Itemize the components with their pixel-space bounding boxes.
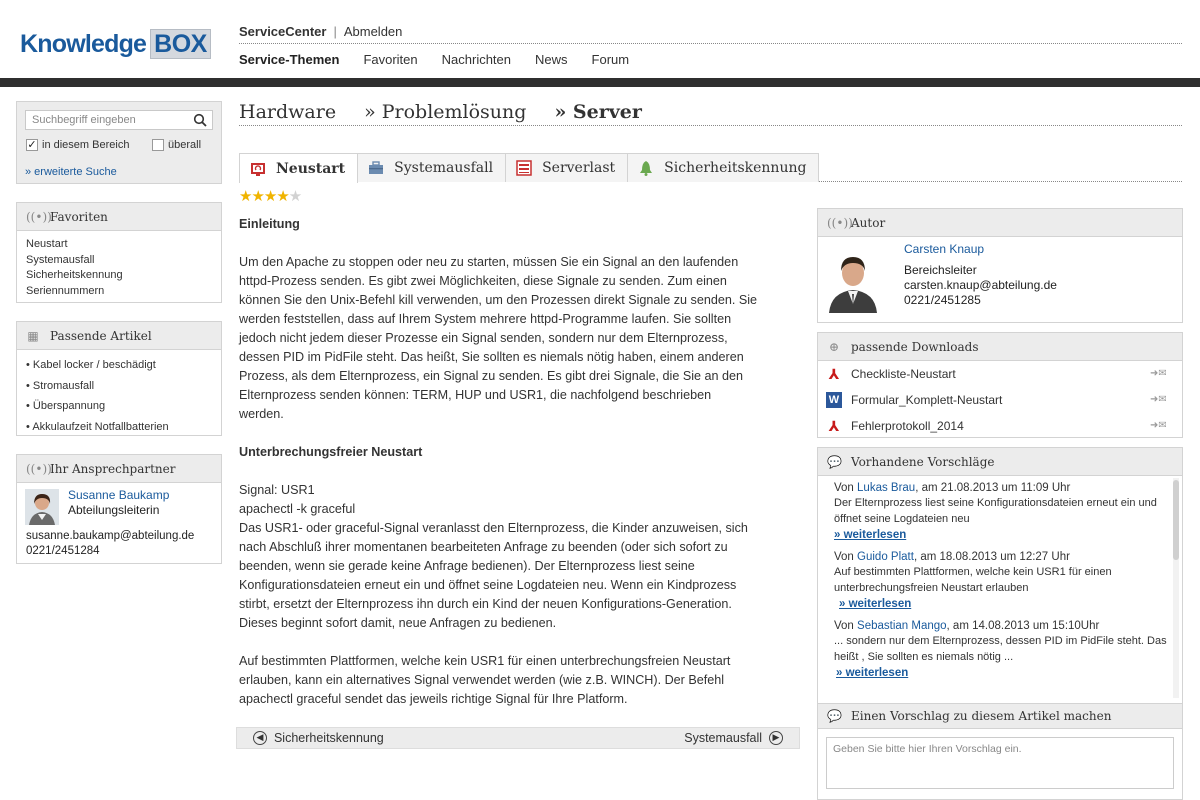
tab-label: Serverlast (542, 160, 616, 176)
scrollbar-thumb[interactable] (1173, 480, 1179, 560)
favorites-header (17, 203, 221, 231)
contact-box (16, 454, 222, 564)
header (0, 0, 1200, 78)
author-header (818, 209, 1182, 237)
downloads-box (817, 332, 1183, 438)
related-articles-header (17, 322, 221, 350)
breadcrumb (239, 98, 1182, 126)
author-email[interactable]: carsten.knaup@abteilung.de (904, 278, 1057, 292)
read-more-link[interactable]: » weiterlesen (834, 529, 907, 541)
related-articles-title: Passende Artikel (50, 328, 152, 343)
nav-favoriten[interactable]: Favoriten (363, 52, 418, 67)
empty-checkbox-icon (152, 139, 164, 151)
new-suggestion-header (818, 703, 1182, 729)
favorites-title: Favoriten (50, 209, 108, 224)
article-item[interactable]: • Überspannung (26, 400, 106, 412)
arrow-left-icon: ◀ (253, 731, 267, 745)
avatar (25, 489, 59, 525)
suggestion-user[interactable]: Lukas Brau (857, 482, 916, 494)
suggestions-box (817, 447, 1183, 800)
contact-title: Ihr Ansprechpartner (50, 461, 176, 476)
contact-name[interactable]: Susanne Baukamp (68, 488, 170, 502)
nav-separator: | (333, 24, 337, 39)
suggestion-textarea[interactable]: Geben Sie bitte hier Ihren Vorschlag ein. (826, 737, 1174, 789)
word-icon: W (826, 392, 842, 408)
speech-bubble-icon: 💬 (827, 709, 842, 723)
broadcast-icon: ((•)) (26, 461, 52, 476)
suggestions-scrollbar[interactable] (1173, 478, 1179, 698)
logo[interactable] (20, 28, 211, 60)
suggestion-item: Von Guido Platt, am 18.08.2013 um 12:27 Uhr Auf bestimmten Plattformen, welche kein USR1 für einen unterbrechungsfreien Neustart erlauben » weiterlesen (818, 545, 1182, 614)
article-line: Signal: USR1 (239, 483, 315, 497)
author-phone: 0221/2451285 (904, 293, 981, 307)
bell-icon (638, 160, 654, 176)
article-item[interactable]: • Stromausfall (26, 379, 95, 392)
star-empty-icon: ★ (288, 188, 302, 205)
breadcrumb-problemloesung[interactable]: » Problemlösung (364, 100, 527, 123)
search-icon[interactable] (193, 113, 207, 127)
broadcast-icon: ((•)) (827, 215, 853, 230)
article-heading: Einleitung (239, 217, 300, 231)
pdf-icon: ⅄ (828, 418, 840, 434)
download-item[interactable]: ⅄ Fehlerprotokoll_2014 ➜✉ (818, 413, 1182, 439)
logout-link[interactable]: Abmelden (343, 24, 403, 39)
server-icon (516, 160, 532, 176)
author-name[interactable]: Carsten Knaup (904, 242, 985, 256)
checkbox-everywhere-label: überall (168, 139, 202, 151)
nav-nachrichten[interactable]: Nachrichten (441, 52, 512, 67)
related-articles-box (16, 321, 222, 436)
article-paragraph: Auf bestimmten Plattformen, welche kein USR1 für einen unterbrechungsfreien Neustart erlauben, kann ein alternatives Signal verwendet werden (wie z.B. WINCH). Der Befehl apachectl graceful sendet das jeweils richtige Signal für Ihre Platform. (239, 654, 731, 706)
send-icon[interactable]: ➜✉ (1150, 420, 1167, 431)
logo-text: Knowledge (20, 29, 147, 58)
breadcrumb-server: » Server (554, 100, 642, 123)
search-box (16, 101, 222, 184)
suggestion-item: Von Sebastian Mango, am 14.08.2013 um 15:10Uhr ... sondern nur dem Elternprozess, dessen PID im PidFile steht. Das heißt , Sie sollten es niemals nötig ... » weiterlesen (818, 614, 1182, 683)
article-paragraph: Um den Apache zu stoppen oder neu zu starten, müssen Sie ein Signal an den laufenden httpd-Prozess senden. Es gibt zwei Möglichkeiten, diese Signale zu senden. Zum einen können Sie den Unix-Befehl kill verwenden, um den Prozessen direkt Signale zu senden. Sie werden feststellen, dass auf Ihrem System mehrere httpd-Programme laufen. Sie sollten jedoch nicht jedem dieser Prozesse ein Signal senden, sondern nur dem Elternprozess, dessen PID im PidFile steht. Das heißt, Sie sollten es niemals nötig haben, einem anderen Prozess, als dem Elternprozess, ein Signal zu senden. Es gibt drei Signale, die Sie an den Elternprozess senden können: TERM, HUP und USR1, die nachfolgend beschrieben werden. (239, 255, 758, 421)
download-item[interactable]: ⅄ Checkliste-Neustart ➜✉ (818, 361, 1182, 387)
author-box (817, 208, 1183, 323)
suggestions-title: Vorhandene Vorschläge (851, 454, 995, 469)
tab-serverlast[interactable] (505, 153, 628, 182)
broadcast-icon: ((•)) (26, 209, 52, 224)
read-more-link[interactable]: » weiterlesen (836, 667, 909, 679)
suggestion-text: Auf bestimmten Plattformen, welche kein USR1 für einen unterbrechungsfreien Neustart erlauben (834, 566, 1112, 594)
new-suggestion-title: Einen Vorschlag zu diesem Artikel machen (851, 709, 1112, 723)
article-body (239, 215, 759, 709)
tab-label: Sicherheitskennung (664, 160, 807, 176)
article-heading: Unterbrechungsfreier Neustart (239, 445, 423, 459)
breadcrumb-hardware[interactable]: Hardware (239, 100, 337, 123)
tab-neustart[interactable] (239, 153, 358, 183)
advanced-search-link[interactable]: » erweiterte Suche (25, 166, 117, 178)
pdf-icon: ⅄ (828, 366, 840, 382)
nav-forum[interactable]: Forum (591, 52, 630, 67)
search-placeholder: Suchbegriff eingeben (32, 114, 136, 126)
downloads-title: passende Downloads (851, 339, 979, 354)
send-icon[interactable]: ➜✉ (1150, 368, 1167, 379)
suggestion-user[interactable]: Guido Platt (857, 551, 914, 563)
header-bar (0, 78, 1200, 87)
logo-box: BOX (150, 29, 211, 59)
toolbox-icon (368, 160, 384, 176)
main-nav (239, 52, 653, 67)
restart-icon (250, 161, 266, 177)
author-avatar (827, 246, 879, 313)
favorite-item[interactable]: Seriennummern (26, 284, 105, 297)
suggestion-text: Der Elternprozess liest seine Konfigurationsdateien erneut ein und öffnet seine Logdateien neu (834, 497, 1157, 525)
tab-sicherheitskennung[interactable] (627, 153, 819, 182)
nav-service-themen[interactable]: Service-Themen (239, 52, 340, 67)
checkbox-in-area[interactable] (26, 139, 129, 151)
arrow-right-icon: ▶ (769, 731, 783, 745)
checkbox-in-area-label: in diesem Bereich (42, 139, 130, 151)
tab-label: Systemausfall (394, 160, 494, 176)
suggestion-item: Von Lukas Brau, am 21.08.2013 um 11:09 Uhr Der Elternprozess liest seine Konfigurationsdateien erneut ein und öffnet seine Logdateien neu » weiterlesen (818, 476, 1182, 545)
prev-article-link[interactable]: ◀ Sicherheitskennung (253, 731, 384, 746)
top-nav (239, 24, 1182, 44)
download-icon: ⊕ (828, 339, 840, 354)
article-line: apachectl -k graceful (239, 502, 356, 516)
download-item[interactable]: W Formular_Komplett-Neustart ➜✉ (818, 387, 1182, 413)
star-filled-icon: ★★★★ (239, 188, 289, 205)
favorite-item[interactable]: Neustart (26, 238, 68, 250)
favorite-item[interactable]: Systemausfall (26, 253, 95, 266)
tab-bar (239, 153, 1182, 182)
author-role: Bereichsleiter (904, 263, 977, 277)
contact-email[interactable]: susanne.baukamp@abteilung.de (26, 530, 195, 542)
article-pager (236, 727, 800, 749)
grid-icon: ▦ (27, 328, 39, 343)
checkbox-everywhere[interactable] (152, 139, 201, 151)
downloads-header (818, 333, 1182, 361)
contact-header (17, 455, 221, 483)
favorites-box (16, 202, 222, 303)
contact-role: Abteilungsleiterin (68, 503, 160, 517)
next-article-link[interactable]: Systemausfall ▶ (684, 731, 783, 746)
check-icon: ✓ (27, 139, 37, 151)
read-more-link[interactable]: » weiterlesen (839, 598, 912, 610)
article-item[interactable]: • Kabel locker / beschädigt (26, 359, 156, 371)
suggestions-header (818, 448, 1182, 476)
favorite-item[interactable]: Sicherheitskennung (26, 269, 123, 281)
tab-systemausfall[interactable] (357, 153, 506, 182)
servicecenter-link[interactable]: ServiceCenter (239, 24, 327, 39)
search-input[interactable] (25, 110, 213, 130)
suggestion-text: ... sondern nur dem Elternprozess, dessen PID im PidFile steht. Das heißt , Sie sollten es niemals nötig ... (834, 635, 1167, 663)
speech-bubble-icon: 💬 (827, 454, 842, 469)
rating-stars[interactable] (239, 187, 301, 205)
article-paragraph: Das USR1- oder graceful-Signal veranlasst den Elternprozess, die Kinder anzuweisen, sich nach Abschluß ihrer momentanen bearbeiteten Anfrage zu beenden (oder sich sofort zu beenden, wenn sie gerade keine Anfrage bedienen). Der Elternprozess liest seine Konfigurationsdateien erneut ein und öffnet seine Logdateien neu. Wenn ein Kindprozess stirbt, ersetzt der Elternprozess ihn durch ein Kind der neuen Konfigurations-Generation. Dieses beginnt sofort damit, neue Anfragen zu bedienen. (239, 521, 748, 630)
tab-label: Neustart (276, 160, 346, 177)
suggestion-user[interactable]: Sebastian Mango (857, 620, 947, 632)
nav-news[interactable]: News (535, 52, 568, 67)
contact-phone: 0221/2451284 (26, 545, 100, 557)
send-icon[interactable]: ➜✉ (1150, 394, 1167, 405)
author-title: Autor (851, 215, 886, 230)
article-item[interactable]: • Akkulaufzeit Notfallbatterien (26, 420, 169, 433)
